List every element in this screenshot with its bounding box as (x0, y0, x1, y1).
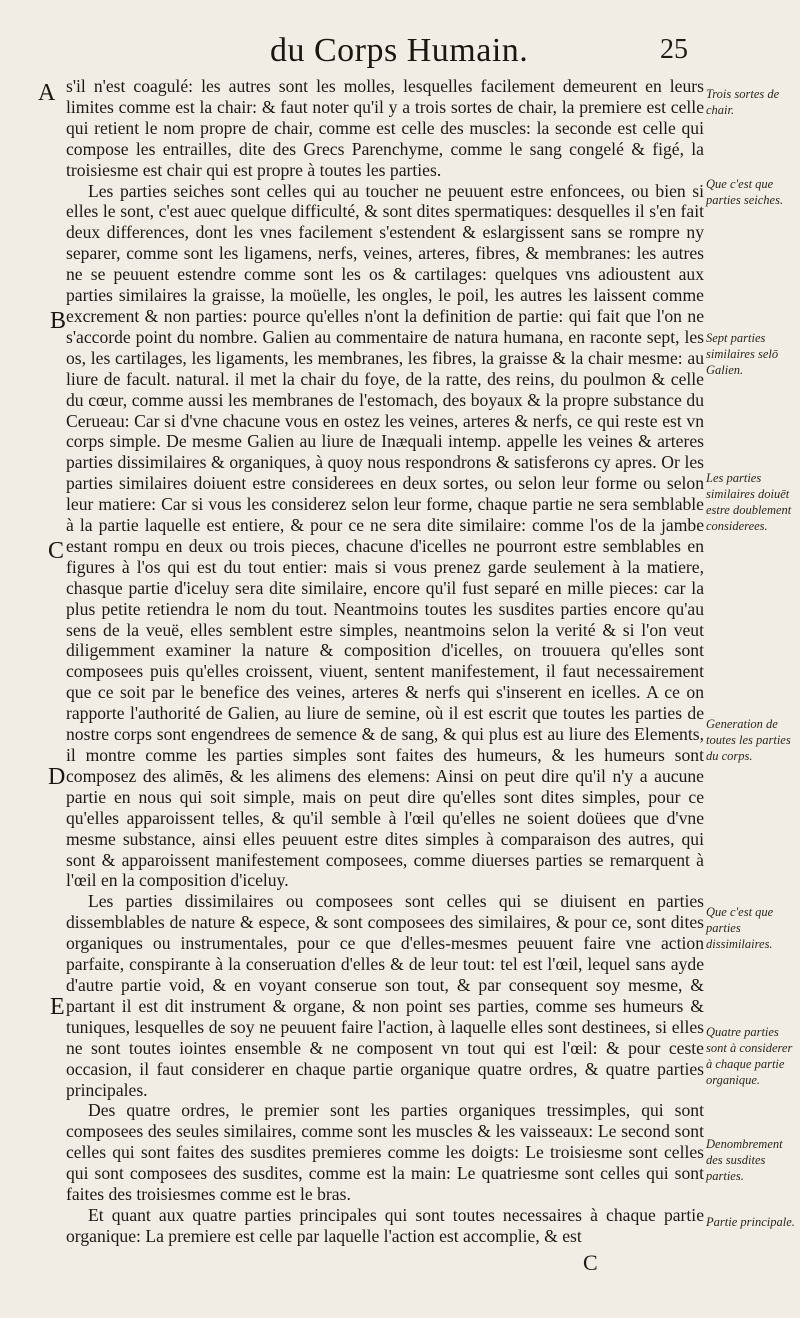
margin-letter-c: C (48, 538, 65, 564)
running-header (0, 22, 800, 82)
margin-note-3: Sept parties similaires selō Galien. (706, 331, 779, 377)
margin-note-8: Denombrement des susdites parties. (706, 1137, 783, 1183)
margin-note-2: Que c'est que parties seiches. (706, 177, 784, 207)
margin-note-5: Generation de toutes les parties du corps. (706, 717, 791, 763)
paragraph-5: Et quant aux quatre parties principales qui sont toutes necessaires à chaque partie organique: La premiere est celle par laquelle l'action est accomplie, & est (66, 1204, 704, 1246)
catchword: C (583, 1250, 598, 1275)
paragraph-3: Les parties dissimilaires ou composees sont celles qui se diuisent en parties dissemblables de nature & espece, & sont composees des similaires, & pour ce, sont dites organiques ou instrumentales, pour ce que d'elles-mesmes peuuent faire vne action parfaite, conspirante à la conseruation d'elles & de leur tout: tel est l'œil, lequel sans ayde d'autre partie void, & en voyant conserue son tout, & par consequent soy mesme, & partant il est dit instrument & organe, & non point ses parties, comme ses humeurs & tuniques, lesquelles de soy ne peuuent faire l'action, à laquelle elles sont destinees, si elles ne sont toutes iointes ensemble & ne composent vn tout qui est l'œil: & pour ceste occasion, il faut considerer en chaque partie organique quatre ordres, & quatre parties principales. (66, 891, 704, 1100)
margin-letter-b: B (50, 308, 67, 334)
main-text (66, 76, 704, 1247)
margin-letter-d: D (48, 764, 66, 790)
paragraph-2: Les parties seiches sont celles qui au toucher ne peuuent estre enfoncees, ou bien si elles le sont, c'est auec quelque difficulté, & sont dites spermatiques: desquelles il s'en fait deux differences, dont les vnes facilement s'estendent & eslargissent sans se rompre ny separer, comme sont les ligamens, nerfs, veines, arteres, fibres, & membranes: les autres ne se peuuent estendre comme sont les os & cartilages: quelques vns adioustent aux parties similaires la graisse, la moüelle, les ongles, le poil, les autres les laissent comme excrement & non parties: pource qu'elles n'ont la definition de partie: qui fait que l'on ne s'accorde point du nombre. Galien au commentaire de natura humana, en raconte sept, les os, les cartilages, les ligaments, les membranes, les fibres, la graisse & la chair mesme: au liure de facult. natural. il met la chair du foye, de la ratte, des reins, du poulmon & celle du cœur, comme aussi les membranes de l'estomach, des boyaux & la propre substance du Cerueau: Car si d'vne chacune vous en ostez les veines, arteres & nerfs, ce qui reste est vn corps simple. De mesme Galien au liure de Inæquali intemp. appelle les veines & arteres parties dissimilaires & organiques, à quoy nous respondrons & satisferons cy apres. Or les parties similaires doiuent estre considerees en deux sortes, ou selon leur forme ou selon leur matiere: Car si vous les considerez selon leur forme, chaque partie ne sera semblable à la partie laquelle est entiere, & pour ce ne sera dite similaire: comme l'os de la jambe estant rompu en deux ou trois pieces, chacune d'icelles ne pourront estre semblables en figures à l'os qui est du tout entier: mais si vous prenez garde seulement à la matiere, chasque partie d'iceluy sera dite similaire, encore qu'il fust separé en mille pieces: car la plus petite retiendra le nom du tout. Neantmoins toutes les susdites parties encore qu'au sens de la veuë, elles semblent estre simples, neantmoins selon la verité & si l'on veut diligemment examiner la nature & composition d'icelles, on trouuera qu'elles sont composees puis qu'elles croissent, viuent, sentent manifestement, il faut necessairement que ce soit par le benefice des veines, arteres & nerfs qui s'inserent en icelles. A ce on rapporte l'authorité de Galien, au liure de semine, où il est escrit que toutes les parties de nostre corps sont engendrees de semence & de sang, & qui plus est au liure des Elements, il montre comme les parties simples sont faites des humeurs, & les humeurs sont composez des alimēs, & les alimens des elemens: Ainsi on peut dire qu'il n'y a aucune partie en nous qui soit simple, mais on peut dire qu'elles sont dites simples, pour ce qu'elles apparoissent telles, & qu'il semble à l'œil qu'elles ne soient doüees que d'vne mesme substance, ainsi elles peuuent estre dites simples à comparaison des autres, qui sont & apparoissent manifestement composees, comme diuerses parties se remarquent à l'œil en la composition d'iceluy. (66, 180, 704, 891)
margin-note-4: Les parties similaires doiuēt estre doublement considerees. (706, 471, 792, 533)
running-title: du Corps Humain. (270, 32, 529, 69)
paragraph-4: Des quatre ordres, le premier sont les parties organiques tressimples, qui sont composees des seules similaires, comme sont les muscles & les vaisseaux: Le second sont celles qui sont faites des susdites premieres comme les doigts: Le troisiesme sont celles qui sont composees des susdites, comme est la main: Le quatriesme sont celles qui sont faites des troisiesmes comme est le bras. (66, 1100, 704, 1205)
margin-note-1: Trois sortes de chair. (706, 87, 780, 117)
margin-note-6: Que c'est que parties dissimilaires. (706, 905, 774, 951)
margin-letter-e: E (50, 994, 65, 1020)
paragraph-1: s'il n'est coagulé: les autres sont les molles, lesquelles facilement demeurent en leurs limites comme est la chair: & faut noter qu'il y a trois sortes de chair, la premiere est celle qui retient le nom propre de chair, comme est celle des muscles: la seconde est celle qui compose les entrailles, dite des Grecs Parenchyme, comme le sang congelé & figé, la troisiesme est chair qui est propre à toutes les parties. (66, 76, 704, 180)
page-number: 25 (660, 34, 688, 65)
margin-note-9: Partie principale. (706, 1215, 795, 1229)
margin-note-7: Quatre parties sont à considerer à chaque partie organique. (706, 1025, 793, 1087)
margin-letter-a: A (38, 80, 56, 106)
